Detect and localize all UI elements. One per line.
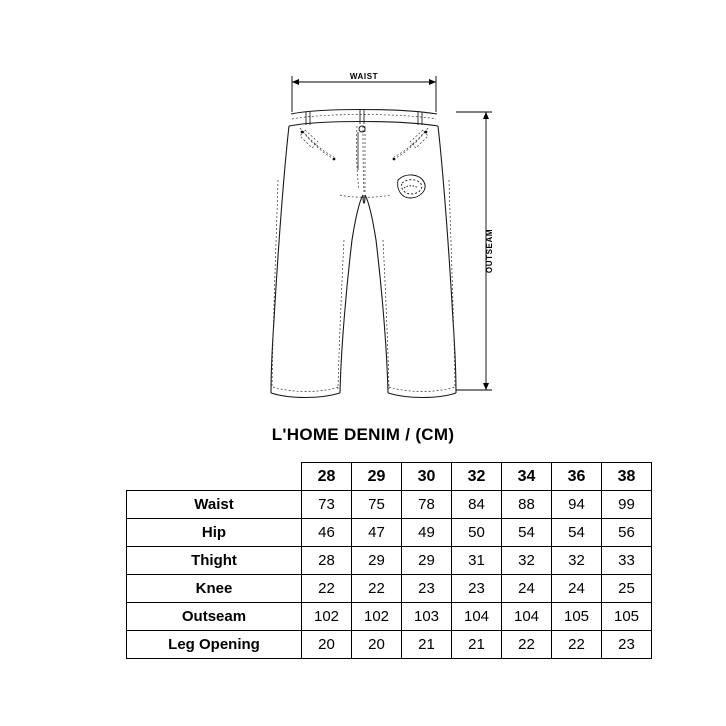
row-label: Hip	[127, 519, 302, 547]
row-label: Leg Opening	[127, 631, 302, 659]
jeans-outline	[271, 110, 456, 398]
outseam-dimension-label: OUTSEAM	[485, 228, 494, 274]
cell-value: 29	[402, 547, 452, 575]
cell-value: 25	[602, 575, 652, 603]
size-table	[126, 462, 652, 659]
jeans-technical-drawing	[0, 20, 726, 410]
cell-value: 28	[302, 547, 352, 575]
cell-value: 105	[602, 603, 652, 631]
column-header-size: 28	[302, 463, 352, 491]
cell-value: 21	[452, 631, 502, 659]
row-label: Thight	[127, 547, 302, 575]
cell-value: 104	[502, 603, 552, 631]
brand-patch	[398, 175, 425, 198]
size-table-wrap	[126, 462, 640, 659]
column-header-size: 32	[452, 463, 502, 491]
jeans-stitching	[272, 115, 455, 392]
waist-dimension	[292, 76, 436, 112]
cell-value: 75	[352, 491, 402, 519]
waist-dimension-label: WAIST	[349, 72, 379, 81]
cell-value: 22	[502, 631, 552, 659]
cell-value: 56	[602, 519, 652, 547]
table-row	[127, 491, 652, 519]
cell-value: 21	[402, 631, 452, 659]
cell-value: 88	[502, 491, 552, 519]
cell-value: 84	[452, 491, 502, 519]
row-label: Waist	[127, 491, 302, 519]
cell-value: 105	[552, 603, 602, 631]
cell-value: 50	[452, 519, 502, 547]
cell-value: 54	[552, 519, 602, 547]
table-row	[127, 575, 652, 603]
column-header-size: 30	[402, 463, 452, 491]
rivets	[301, 131, 428, 161]
waist-button	[359, 126, 365, 132]
cell-value: 33	[602, 547, 652, 575]
table-row	[127, 603, 652, 631]
cell-value: 99	[602, 491, 652, 519]
table-row	[127, 631, 652, 659]
table-corner-cell	[127, 463, 302, 491]
cell-value: 94	[552, 491, 602, 519]
cell-value: 24	[552, 575, 602, 603]
cell-value: 104	[452, 603, 502, 631]
cell-value: 22	[302, 575, 352, 603]
cell-value: 46	[302, 519, 352, 547]
table-header-row	[127, 463, 652, 491]
column-header-size: 38	[602, 463, 652, 491]
cell-value: 32	[552, 547, 602, 575]
cell-value: 29	[352, 547, 402, 575]
cell-value: 54	[502, 519, 552, 547]
cell-value: 23	[402, 575, 452, 603]
cell-value: 47	[352, 519, 402, 547]
cell-value: 73	[302, 491, 352, 519]
table-row	[127, 547, 652, 575]
cell-value: 22	[352, 575, 402, 603]
cell-value: 20	[302, 631, 352, 659]
cell-value: 20	[352, 631, 402, 659]
page-title: L'HOME DENIM / (CM)	[271, 425, 455, 444]
column-header-size: 29	[352, 463, 402, 491]
cell-value: 103	[402, 603, 452, 631]
cell-value: 102	[352, 603, 402, 631]
row-label: Outseam	[127, 603, 302, 631]
cell-value: 23	[452, 575, 502, 603]
table-row	[127, 519, 652, 547]
cell-value: 23	[602, 631, 652, 659]
cell-value: 78	[402, 491, 452, 519]
row-label: Knee	[127, 575, 302, 603]
cell-value: 31	[452, 547, 502, 575]
cell-value: 49	[402, 519, 452, 547]
cell-value: 22	[552, 631, 602, 659]
cell-value: 24	[502, 575, 552, 603]
column-header-size: 34	[502, 463, 552, 491]
cell-value: 102	[302, 603, 352, 631]
cell-value: 32	[502, 547, 552, 575]
column-header-size: 36	[552, 463, 602, 491]
